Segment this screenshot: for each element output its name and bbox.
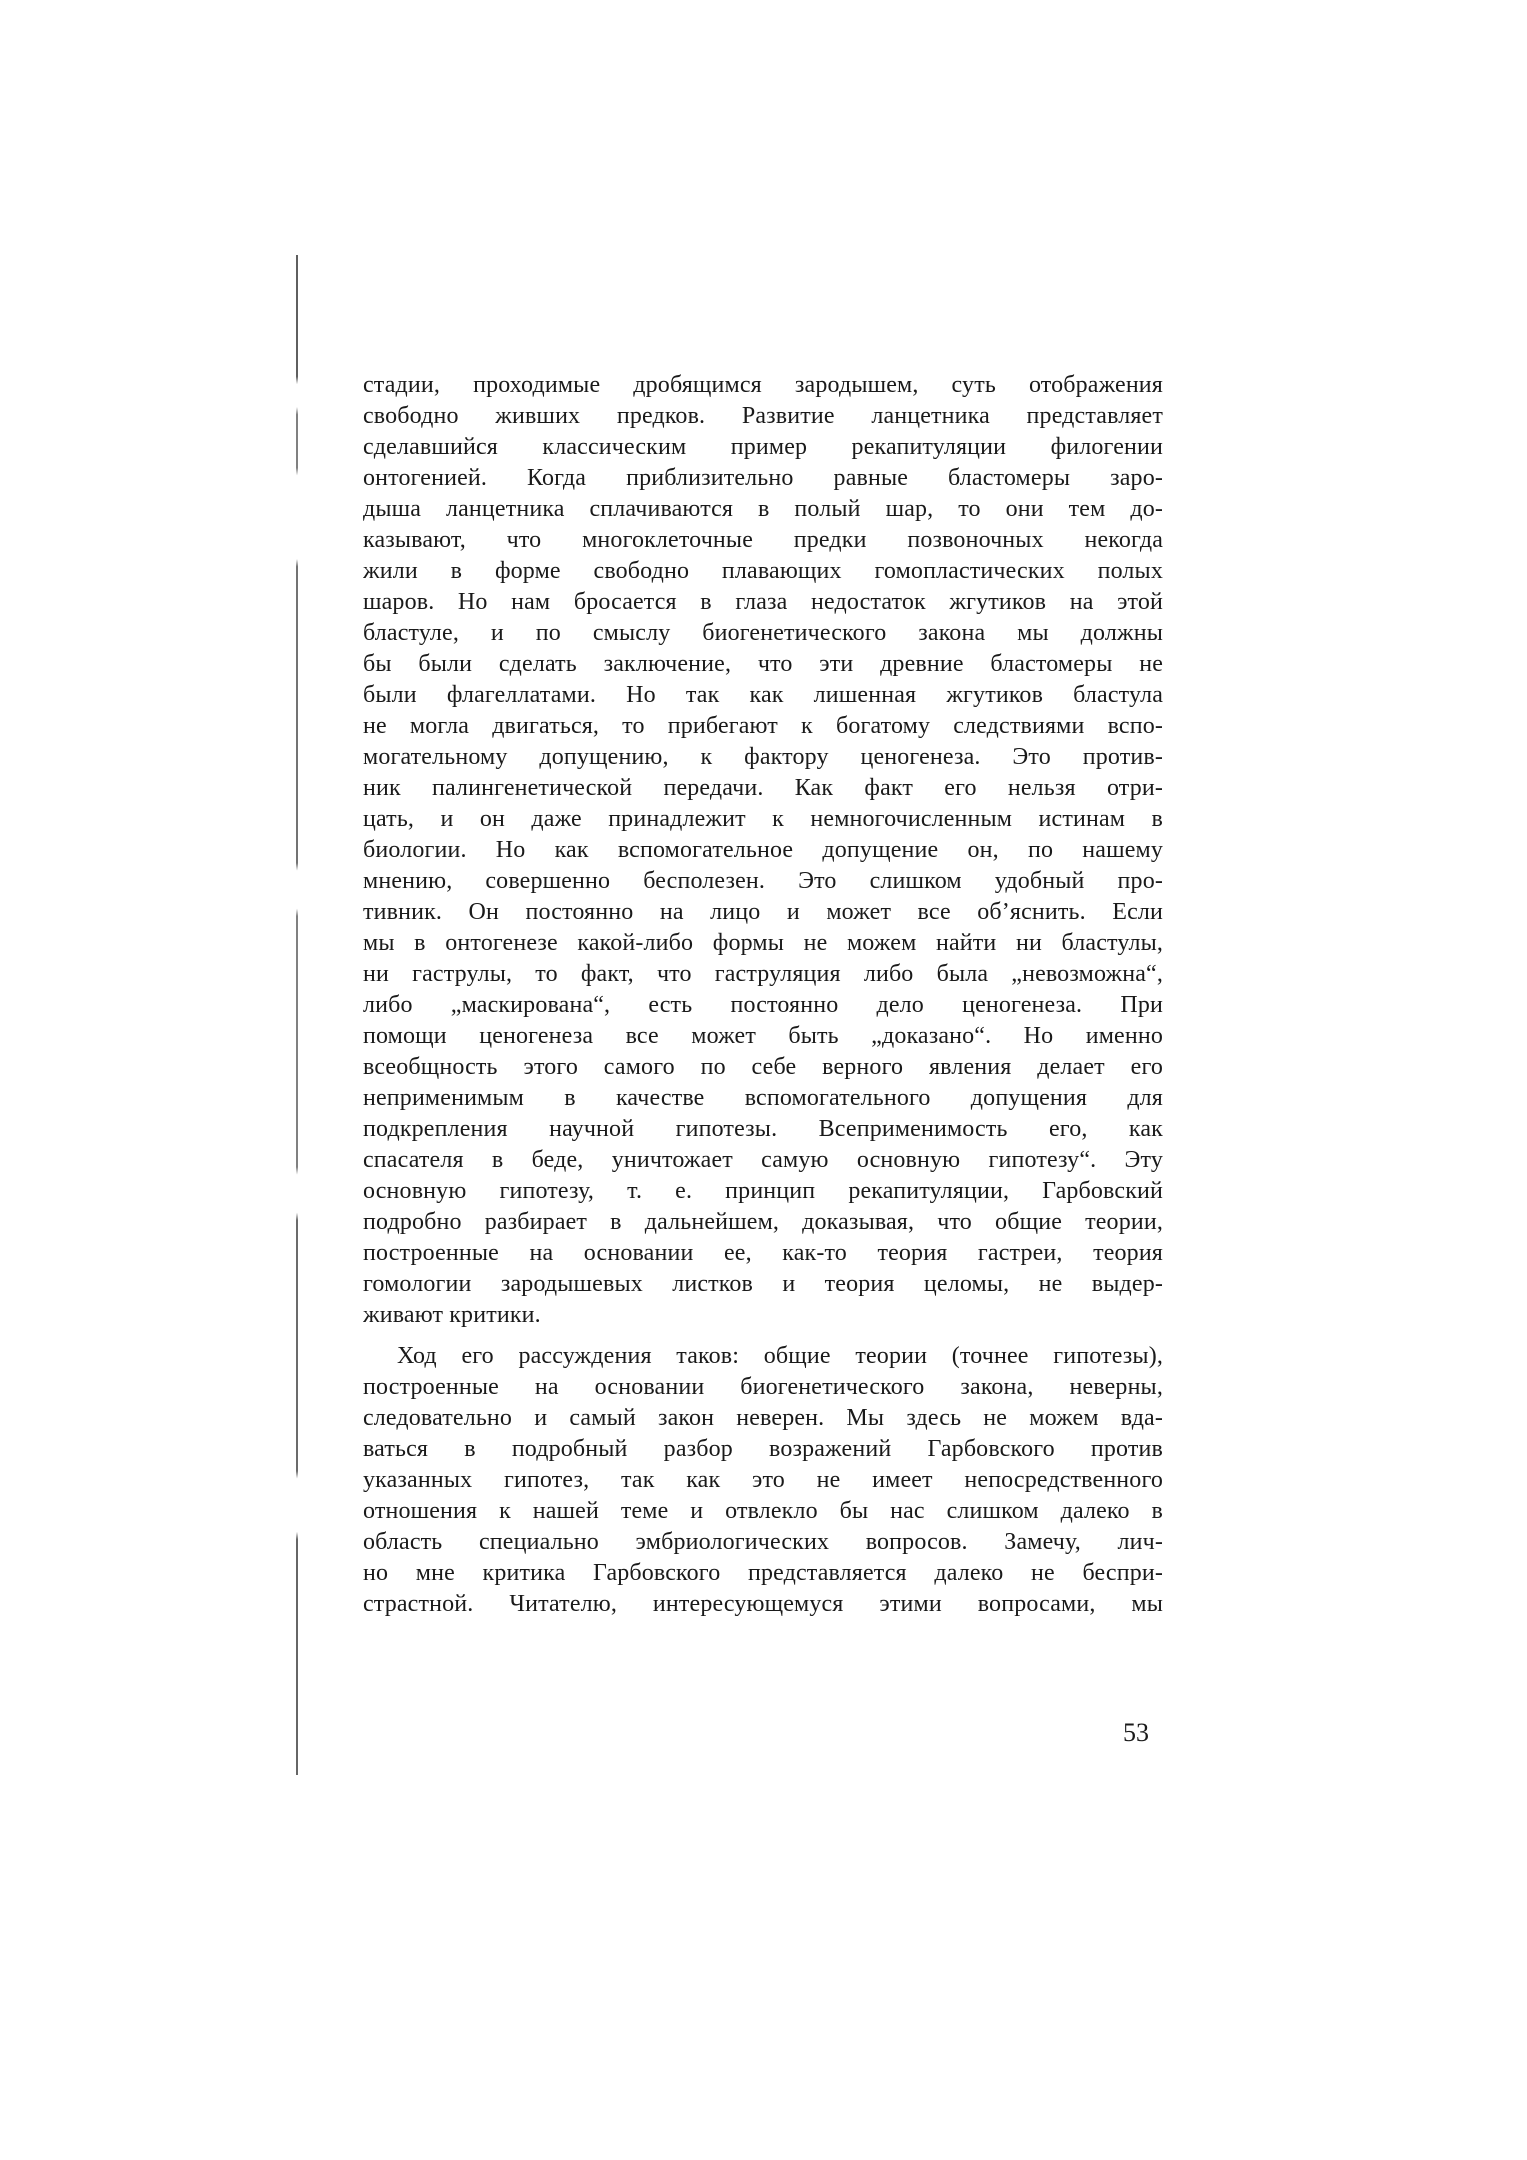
text-line: жили в форме свободно плавающих гомопластических полых bbox=[363, 558, 1163, 584]
text-line: живают критики. bbox=[363, 1302, 541, 1328]
text-line: построенные на основании ее, как-то теория гастреи, теория bbox=[363, 1240, 1163, 1266]
text-line: были флагеллатами. Но так как лишенная жгутиков бластула bbox=[363, 682, 1163, 708]
text-line: шаров. Но нам бросается в глаза недостаток жгутиков на этой bbox=[363, 589, 1163, 615]
scan-margin-line bbox=[296, 255, 298, 1775]
text-line: либо „маскирована“, есть постоянно дело ценогенеза. При bbox=[363, 992, 1163, 1018]
text-line: построенные на основании биогенетического закона, неверны, bbox=[363, 1374, 1163, 1400]
text-line: ни гаструлы, то факт, что гаструляция либо была „невозможна“, bbox=[363, 961, 1163, 987]
body-text bbox=[363, 370, 1163, 1620]
text-line: основную гипотезу, т. е. принцип рекапитуляции, Гарбовский bbox=[363, 1178, 1163, 1204]
paragraph-gap bbox=[363, 1331, 1163, 1341]
text-line: ваться в подробный разбор возражений Гарбовского против bbox=[363, 1436, 1163, 1462]
text-line: мнению, совершенно бесполезен. Это слишком удобный про- bbox=[363, 868, 1163, 894]
text-line: страстной. Читателю, интересующемуся этими вопросами, мы bbox=[363, 1591, 1163, 1617]
text-line: казывают, что многоклеточные предки позвоночных некогда bbox=[363, 527, 1163, 553]
paragraph-1 bbox=[363, 370, 1163, 1331]
text-line: дыша ланцетника сплачиваются в полый шар, то они тем до- bbox=[363, 496, 1163, 522]
text-line: биологии. Но как вспомогательное допущение он, по нашему bbox=[363, 837, 1163, 863]
text-line: бластуле, и по смыслу биогенетического закона мы должны bbox=[363, 620, 1163, 646]
text-line: сделавшийся классическим пример рекапитуляции филогении bbox=[363, 434, 1163, 460]
text-line: подробно разбирает в дальнейшем, доказывая, что общие теории, bbox=[363, 1209, 1163, 1235]
text-line: онтогенией. Когда приблизительно равные бластомеры заро- bbox=[363, 465, 1163, 491]
text-line: не могла двигаться, то прибегают к богатому следствиями вспо- bbox=[363, 713, 1163, 739]
page-number: 53 bbox=[1123, 1718, 1149, 1747]
text-line: ник палингенетической передачи. Как факт его нельзя отри- bbox=[363, 775, 1163, 801]
text-line: Ход его рассуждения таков: общие теории (точнее гипотезы), bbox=[397, 1343, 1163, 1369]
text-line: подкрепления научной гипотезы. Всеприменимость его, как bbox=[363, 1116, 1163, 1142]
text-line: следовательно и самый закон неверен. Мы здесь не можем вда- bbox=[363, 1405, 1163, 1431]
text-line: могательному допущению, к фактору ценогенеза. Это против- bbox=[363, 744, 1163, 770]
text-line: гомологии зародышевых листков и теория целомы, не выдер- bbox=[363, 1271, 1163, 1297]
text-line: помощи ценогенеза все может быть „доказано“. Но именно bbox=[363, 1023, 1163, 1049]
text-line: но мне критика Гарбовского представляется далеко не беспри- bbox=[363, 1560, 1163, 1586]
text-line: указанных гипотез, так как это не имеет непосредственного bbox=[363, 1467, 1163, 1493]
text-line: область специально эмбриологических вопросов. Замечу, лич- bbox=[363, 1529, 1163, 1555]
paragraph-2 bbox=[363, 1341, 1163, 1620]
text-line: спасателя в беде, уничтожает самую основную гипотезу“. Эту bbox=[363, 1147, 1163, 1173]
text-line: мы в онтогенезе какой-либо формы не можем найти ни бластулы, bbox=[363, 930, 1163, 956]
text-line: тивник. Он постоянно на лицо и может все об’яснить. Если bbox=[363, 899, 1163, 925]
text-line: стадии, проходимые дробящимся зародышем, суть отображения bbox=[363, 372, 1163, 398]
text-line: отношения к нашей теме и отвлекло бы нас слишком далеко в bbox=[363, 1498, 1163, 1524]
text-line: свободно живших предков. Развитие ланцетника представляет bbox=[363, 403, 1163, 429]
text-line: бы были сделать заключение, что эти древние бластомеры не bbox=[363, 651, 1163, 677]
text-line: неприменимым в качестве вспомогательного допущения для bbox=[363, 1085, 1163, 1111]
text-line: всеобщность этого самого по себе верного явления делает его bbox=[363, 1054, 1163, 1080]
text-line: цать, и он даже принадлежит к немногочисленным истинам в bbox=[363, 806, 1163, 832]
